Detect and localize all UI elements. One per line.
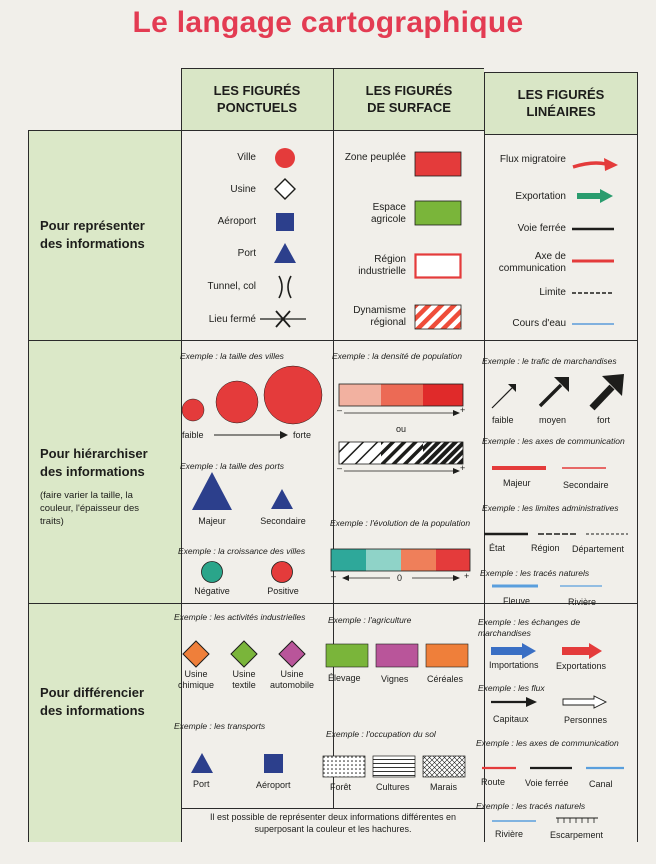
header-surface-label: LES FIGURÉS DE SURFACE [365,83,453,115]
city-circle-icon [274,147,296,169]
river-escarpment-icon [490,815,610,825]
watercourse-line-icon [572,321,614,327]
city-size-circles-icon [180,364,326,428]
row-hierarchiser-label: Pour hiérarchiser des informations [40,446,148,479]
header-surface [334,68,484,130]
example-natural-traces-label: Exemple : les tracés naturels [476,801,586,811]
people-flow-arrow-icon [562,695,608,709]
evolution-plus-label: + [464,571,470,581]
legend-axe-communication-label: Axe de communication [498,251,566,274]
density-minus-label: – [337,405,343,415]
row-differencier-label: Pour différencier des informations [40,685,145,718]
secondary-axis-line-icon [562,466,606,470]
hatch-plus-label: + [460,463,466,473]
density-plus-label: + [460,405,466,415]
legend-dynamisme-label: Dynamisme régional [353,305,406,328]
size-arrow-icon [214,430,288,440]
grid-line [181,808,484,809]
density-gradient-icon [336,382,466,420]
grid-line [331,68,337,808]
legend-tunnel-label: Tunnel, col [207,281,256,292]
row-hierarchiser [28,341,181,603]
admin-limits-lines-icon [482,531,632,537]
imports-arrow-icon [490,643,538,659]
ou-label: ou [395,424,406,434]
grid-line [484,134,637,135]
transport-airport-square-icon [263,753,284,774]
railway-line-icon [572,226,614,232]
fleuve-label: Fleuve [503,596,531,606]
transport-port-label: Port [193,779,210,789]
transport-aeroport-label: Aéroport [256,780,291,790]
legend-zone-peuplee-label: Zone peuplée [344,152,406,163]
example-pop-evolution-label: Exemple : l'évolution de la population [330,518,471,528]
capitaux-label: Capitaux [493,714,529,724]
example-density-label: Exemple : la densité de population [332,351,462,361]
communication-axis-line-icon [572,258,614,264]
legend-usine-label: Usine [230,184,256,195]
riviere-label: Rivière [568,597,597,607]
traffic-moyen-label: moyen [539,415,567,425]
hatch-minus-label: – [337,463,343,473]
example-industrial-activities-label: Exemple : les activités industrielles [174,612,306,622]
airport-square-icon [275,212,295,232]
tunnel-pass-icon [276,275,294,299]
transport-port-triangle-icon [190,752,214,774]
factory-diamond-icon [274,178,296,200]
etat-label: État [489,543,506,553]
exports-arrow-icon [561,643,603,659]
usine-chimique-label: Usine chimique [177,669,215,690]
grid-line [637,72,638,842]
cereales-label: Céréales [427,674,464,684]
evolution-minus-label: – [331,571,337,581]
traffic-faible-label: faible [492,415,514,425]
weak-traffic-arrow-icon [490,382,518,410]
medium-traffic-arrow-icon [537,375,571,409]
populated-area-swatch [414,151,462,177]
grid-line [28,603,637,604]
row-representer-label: Pour représenter des informations [40,218,145,251]
example-port-size-label: Exemple : la taille des ports [180,461,284,471]
land-use-patterns-icon [322,755,468,779]
example-axes-label: Exemple : les axes de communication [482,436,625,446]
canal-label: Canal [589,779,613,789]
density-hatch-icon [336,440,466,478]
grid-line [484,72,485,842]
departement-label: Département [572,544,625,554]
legend-lieu-ferme-label: Lieu fermé [208,314,256,325]
legend-cours-eau-label: Cours d'eau [512,318,566,329]
voie-ferree-label: Voie ferrée [525,778,569,788]
faible-label: faible [182,430,204,440]
cultures-label: Cultures [376,782,410,792]
exportations-label: Exportations [556,661,607,671]
example-agriculture-label: Exemple : l'agriculture [328,615,412,625]
overlay-note-text: Il est possible de représenter deux informations différentes en superposant la couleur et les hachures. [210,812,456,834]
legend-aeroport-label: Aéroport [217,216,256,227]
legend-region-industrielle-label: Région industrielle [358,254,406,277]
secondary-port-triangle-icon [270,488,294,510]
export-arrow-icon [576,188,614,204]
legend-port-label: Port [237,248,256,259]
row-hierarchiser-note: (faire varier la taille, la couleur, l'épaisseur des traits) [40,490,139,527]
route-label: Route [481,777,506,787]
major-axis-line-icon [492,465,546,471]
example-comm-axes-label: Exemple : les axes de communication [476,738,619,748]
example-goods-exchange-label: Exemple : les échanges de marchandises [478,617,581,638]
region-label: Région [531,543,560,553]
comm-axes-lines-icon [480,765,630,771]
boundary-dashed-line-icon [572,290,614,296]
legend-ville-label: Ville [237,152,256,163]
importations-label: Importations [489,660,539,670]
grid-line [484,72,637,73]
traffic-fort-label: fort [597,415,611,425]
legend-limite-label: Limite [539,287,566,298]
example-land-use-label: Exemple : l'occupation du sol [326,729,436,739]
port-secondaire-label: Secondaire [260,516,306,526]
vignes-label: Vignes [381,674,409,684]
example-natural-lines-label: Exemple : les tracés naturels [480,568,590,578]
axe-majeur-label: Majeur [503,478,531,488]
header-lineaires-label: LES FIGURÉS LINÉAIRES [517,87,605,119]
example-goods-traffic-label: Exemple : le trafic de marchandises [482,356,617,366]
major-port-triangle-icon [191,471,233,511]
example-flows-label: Exemple : les flux [478,683,545,693]
axe-secondaire-label: Secondaire [563,480,609,490]
trace-riviere-label: Rivière [495,829,524,839]
agriculture-swatches-icon [325,643,471,669]
header-lineaires [485,72,637,134]
strong-traffic-arrow-icon [588,372,626,412]
industrial-region-swatch [414,253,462,279]
legend-exportation-label: Exportation [515,191,566,202]
header-ponctuels-label: LES FIGURÉS PONCTUELS [213,83,301,115]
row-differencier [28,604,181,842]
port-triangle-icon [273,242,297,264]
personnes-label: Personnes [564,715,608,725]
forte-label: forte [293,430,312,440]
agricultural-area-swatch [414,200,462,226]
elevage-label: Élevage [328,673,361,683]
usine-textile-label: Usine textile [232,669,256,690]
example-city-size-label: Exemple : la taille des villes [180,351,284,361]
port-majeur-label: Majeur [198,516,226,526]
evolution-zero-label: 0 [397,573,403,583]
marais-label: Marais [430,782,458,792]
page-title: Le langage cartographique [132,6,524,39]
row-representer [28,130,181,340]
usine-automobile-label: Usine automobile [269,669,315,690]
closed-place-cross-icon [260,308,306,330]
header-ponctuels [181,68,333,130]
grid-line [28,130,29,842]
positive-label: Positive [267,586,299,596]
legend-flux-migratoire-label: Flux migratoire [499,154,566,165]
negative-label: Négative [194,586,230,596]
example-admin-limits-label: Exemple : les limites administratives [482,503,619,513]
legend-voie-ferree-label: Voie ferrée [517,223,566,234]
industries-diamonds-icon [182,640,312,668]
grid-line [28,340,637,341]
example-city-growth-label: Exemple : la croissance des villes [178,546,306,556]
foret-label: Forêt [330,782,352,792]
grid-line [28,130,484,131]
regional-dynamism-swatch [414,304,462,330]
migration-flow-arrow-icon [572,156,620,174]
legend-espace-agricole-label: Espace agricole [370,202,406,225]
grid-line [181,68,484,69]
positive-growth-circle-icon [270,560,294,584]
capital-flow-arrow-icon [490,696,538,708]
example-transports-label: Exemple : les transports [174,721,266,731]
escarpement-label: Escarpement [550,830,604,840]
rivers-lines-icon [490,583,614,589]
negative-growth-circle-icon [200,560,224,584]
